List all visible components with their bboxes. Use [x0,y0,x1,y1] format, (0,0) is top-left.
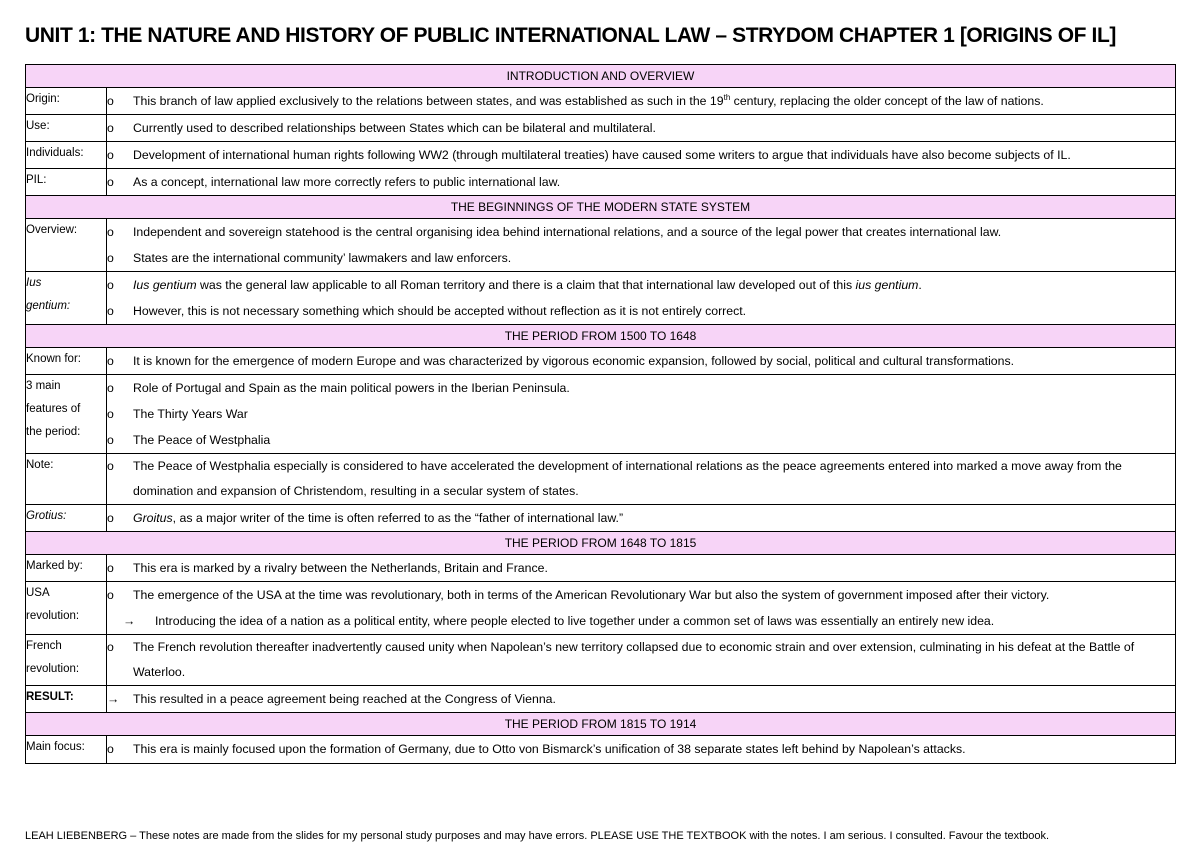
table-row [26,169,1176,196]
row-text: States are the international community’ lawmakers and law enforcers. [133,251,512,265]
row-label: Ius gentium: [26,272,107,325]
row-text: It is known for the emergence of modern Europe and was characterized by vigorous economic expansion, followed by social, political and cultural transformations. [133,354,1015,368]
row-text: Groitus, as a major writer of the time is often referred to as the “father of international law.” [133,511,624,525]
row-text: This era is mainly focused upon the formation of Germany, due to Otto von Bismarck’s unification of 38 separate states left behind by Napolean’s attacks. [133,742,966,756]
table-row [26,219,1176,272]
row-label: USA revolution: [26,582,107,635]
table-row [26,555,1176,582]
bullet-icon: o [107,225,114,239]
bullet-icon: o [107,433,114,447]
row-text: Role of Portugal and Spain as the main political powers in the Iberian Peninsula. [133,381,570,395]
bullet-icon: o [107,381,114,395]
row-text: This branch of law applied exclusively to the relations between states, and was established as such in the 19th century, replacing the older concept of the law of nations. [133,92,1044,108]
table-row [26,635,1176,686]
row-label: Known for: [26,348,107,375]
row-text: However, this is not necessary something which should be accepted without reflection as it is not entirely correct. [133,304,747,318]
row-text: The Peace of Westphalia [133,433,271,447]
row-text: As a concept, international law more correctly refers to public international law. [133,175,561,189]
footer-note: LEAH LIEBENBERG – These notes are made from the slides for my personal study purposes and may have errors. PLEASE USE THE TEXTBOOK with the notes. I am serious. I consulted. Favour the textbook. [25,830,1050,842]
bullet-icon: o [107,561,114,575]
section-heading: THE PERIOD FROM 1815 TO 1914 [26,713,1176,736]
row-text: Currently used to described relationships between States which can be bilateral and multilateral. [133,121,656,135]
row-label: Origin: [26,88,107,115]
row-text: Introducing the idea of a nation as a political entity, where people elected to live together under a common set of laws was essentially an entirely new idea. [155,614,995,628]
section-heading: THE PERIOD FROM 1648 TO 1815 [26,532,1176,555]
bullet-icon: o [107,304,114,318]
bullet-icon: o [107,148,114,162]
section-header-1648-1815 [26,532,1176,555]
row-label: 3 main features of the period: [26,375,107,454]
table-row [26,88,1176,115]
arrow-right-icon: → [123,614,136,628]
row-text: The Peace of Westphalia especially is considered to have accelerated the development of international relations as the peace agreements entered into marked a move away from the domination and expansion of Christendom, resulting in a secular system of states. [133,459,1122,498]
table-row [26,686,1176,713]
table-row [26,454,1176,505]
row-label: Main focus: [26,736,107,764]
row-text: Development of international human rights following WW2 (through multilateral treaties) have caused some writers to argue that individuals have also become subjects of IL. [133,148,1071,162]
table-row [26,375,1176,454]
section-header-introduction [26,65,1176,88]
notes-table [25,64,1176,764]
table-row [26,142,1176,169]
row-label: Grotius: [26,505,107,532]
row-label: Individuals: [26,142,107,169]
section-heading: THE PERIOD FROM 1500 TO 1648 [26,325,1176,348]
bullet-icon: o [107,94,114,108]
row-label: French revolution: [26,635,107,686]
bullet-icon: o [107,588,114,602]
row-text: The French revolution thereafter inadvertently caused unity when Napolean’s new territory collapsed due to economic strain and over extension, culminating in his defeat at the Battle of Waterloo. [133,640,1135,679]
row-label: Use: [26,115,107,142]
row-label: Note: [26,454,107,505]
row-text: The emergence of the USA at the time was revolutionary, both in terms of the American Revolutionary War but also the system of government imposed after their victory. [133,588,1050,602]
table-row [26,272,1176,325]
bullet-icon: o [107,640,114,654]
section-header-1500-1648 [26,325,1176,348]
row-label: PIL: [26,169,107,196]
table-row [26,505,1176,532]
arrow-right-icon: → [107,692,120,706]
section-heading: THE BEGINNINGS OF THE MODERN STATE SYSTEM [26,196,1176,219]
bullet-icon: o [107,278,114,292]
section-header-modern-state [26,196,1176,219]
row-text: The Thirty Years War [133,407,248,421]
row-label: Overview: [26,219,107,272]
table-row [26,115,1176,142]
section-header-1815-1914 [26,713,1176,736]
row-text: Ius gentium was the general law applicable to all Roman territory and there is a claim that that international law developed out of this ius gentium. [133,278,922,292]
row-text: This era is marked by a rivalry between the Netherlands, Britain and France. [133,561,548,575]
row-label: Marked by: [26,555,107,582]
table-row [26,348,1176,375]
table-row [26,582,1176,635]
row-text: This resulted in a peace agreement being reached at the Congress of Vienna. [133,692,556,706]
bullet-icon: o [107,742,114,756]
bullet-icon: o [107,459,114,473]
bullet-icon: o [107,121,114,135]
bullet-icon: o [107,175,114,189]
table-row [26,736,1176,764]
page-title: UNIT 1: THE NATURE AND HISTORY OF PUBLIC INTERNATIONAL LAW – STRYDOM CHAPTER 1 [ORIGINS OF IL] [25,24,1116,47]
row-text: Independent and sovereign statehood is the central organising idea behind international relations, and a source of the legal power that creates international law. [133,225,1002,239]
bullet-icon: o [107,407,114,421]
bullet-icon: o [107,251,114,265]
bullet-icon: o [107,511,114,525]
section-heading: INTRODUCTION AND OVERVIEW [26,65,1176,88]
row-label: RESULT: [26,686,107,713]
bullet-icon: o [107,354,114,368]
